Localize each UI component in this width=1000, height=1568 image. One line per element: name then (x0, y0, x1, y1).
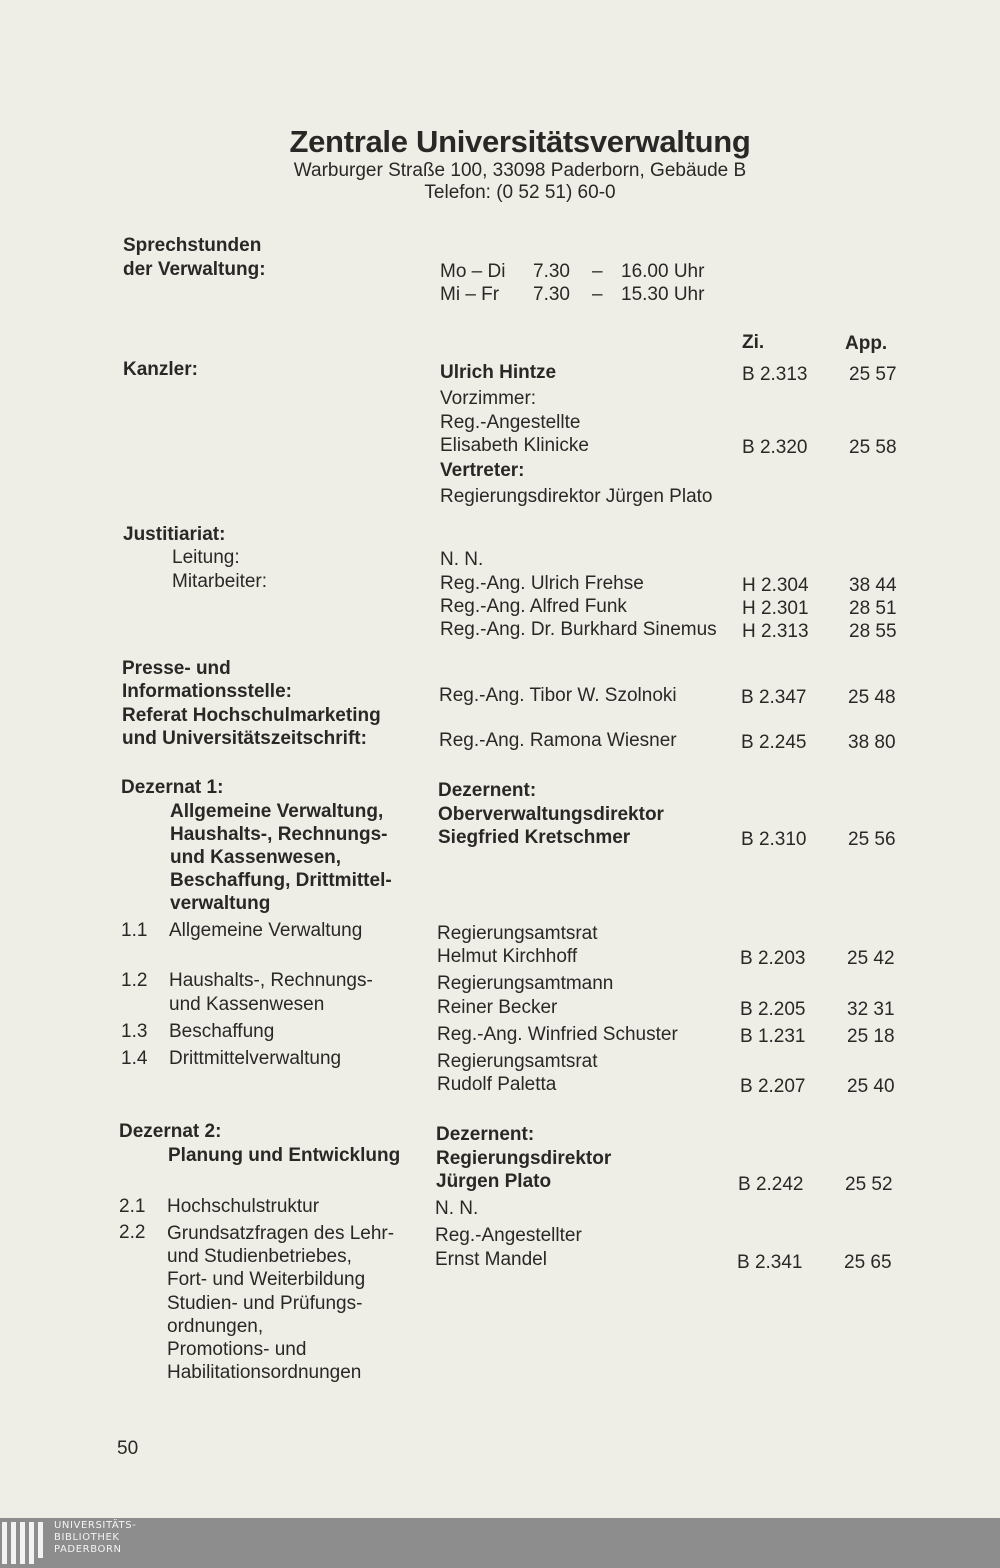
unit-room: B 2.203 (740, 948, 806, 969)
presse-staff-ext: 38 80 (848, 732, 896, 753)
unit-number: 2.2 (119, 1222, 146, 1243)
dezernat2-head-title: Regierungsdirektor (436, 1148, 612, 1169)
dezernat2-head-label: Dezernent: (436, 1124, 535, 1145)
unit-person: Reg.-Ang. Winfried Schuster (437, 1024, 678, 1045)
presse-label-1: Presse- und (122, 658, 231, 679)
presse-staff-name: Reg.-Ang. Ramona Wiesner (439, 730, 677, 751)
presse-staff-name: Reg.-Ang. Tibor W. Szolnoki (439, 685, 677, 706)
dezernat1-head-room: B 2.310 (741, 829, 807, 850)
unit-person: Regierungsamtsrat (437, 923, 598, 944)
kanzler-name: Ulrich Hintze (440, 362, 557, 383)
presse-label-4: und Universitätszeitschrift: (122, 728, 367, 749)
unit-number: 2.1 (119, 1196, 146, 1217)
library-logo-text (54, 1520, 136, 1556)
vorzimmer-room: B 2.320 (742, 437, 808, 458)
column-header-room: Zi. (742, 332, 765, 353)
unit-number: 1.4 (121, 1048, 148, 1069)
justitiariat-leitung-label: Leitung: (172, 547, 240, 568)
presse-staff-ext: 25 48 (848, 687, 896, 708)
justitiariat-label: Justitiariat: (123, 524, 226, 545)
unit-person: Helmut Kirchhoff (437, 946, 578, 967)
logo-line: PADERBORN (54, 1544, 122, 1555)
vorzimmer-name: Elisabeth Klinicke (440, 435, 589, 456)
unit-room: B 2.207 (740, 1076, 806, 1097)
justitiariat-staff-name: Reg.-Ang. Ulrich Frehse (440, 573, 644, 594)
justitiariat-staff-ext: 28 51 (849, 598, 897, 619)
column-header-ext: App. (845, 333, 888, 354)
kanzler-room: B 2.313 (742, 364, 808, 385)
dezernat2-label: Dezernat 2: (119, 1121, 222, 1142)
office-hours-from-1: 7.30 (533, 261, 570, 282)
dezernat1-head-name: Siegfried Kretschmer (438, 827, 631, 848)
unit-number: 1.3 (121, 1021, 148, 1042)
office-hours-from-2: 7.30 (533, 284, 570, 305)
unit-name: Habilitationsordnungen (167, 1362, 362, 1383)
unit-person: Ernst Mandel (435, 1249, 547, 1270)
logo-line: UNIVERSITÄTS- (54, 1520, 137, 1531)
unit-person: Rudolf Paletta (437, 1074, 557, 1095)
unit-name: Hochschulstruktur (167, 1196, 320, 1217)
vorzimmer-ext: 25 58 (849, 437, 897, 458)
unit-name: und Studienbetriebes, (167, 1246, 352, 1267)
unit-ext: 25 42 (847, 948, 895, 969)
office-hours-days-1: Mo – Di (440, 261, 506, 282)
kanzler-label: Kanzler: (123, 359, 198, 380)
unit-ext: 25 65 (844, 1252, 892, 1273)
office-hours-to-1: 16.00 Uhr (621, 261, 705, 282)
unit-person: N. N. (435, 1198, 479, 1219)
justitiariat-staff-ext: 38 44 (849, 575, 897, 596)
vorzimmer-role: Reg.-Angestellte (440, 412, 581, 433)
unit-name: Fort- und Weiterbildung (167, 1269, 366, 1290)
justitiariat-staff-room: H 2.301 (742, 598, 809, 619)
dezernat1-desc: und Kassenwesen, (170, 847, 342, 868)
office-hours-dash-1: – (592, 261, 603, 282)
unit-number: 1.1 (121, 920, 148, 941)
dezernat1-head-ext: 25 56 (848, 829, 896, 850)
unit-name: Promotions- und (167, 1339, 307, 1360)
page-title: Zentrale Universitätsverwaltung (289, 124, 751, 159)
unit-number: 1.2 (121, 970, 148, 991)
office-hours-dash-2: – (592, 284, 603, 305)
justitiariat-staff-name: Reg.-Ang. Dr. Burkhard Sinemus (440, 619, 717, 640)
dezernat1-desc: Beschaffung, Drittmittel- (170, 870, 392, 891)
unit-ext: 25 18 (847, 1026, 895, 1047)
dezernat1-desc: Allgemeine Verwaltung, (170, 801, 384, 822)
unit-room: B 2.341 (737, 1252, 803, 1273)
library-logo-icon (2, 1522, 48, 1564)
phone: Telefon: (0 52 51) 60-0 (424, 182, 616, 203)
address: Warburger Straße 100, 33098 Paderborn, Gebäude B (293, 160, 747, 181)
unit-room: B 2.205 (740, 999, 806, 1020)
unit-person: Reiner Becker (437, 997, 558, 1018)
dezernat2-desc: Planung und Entwicklung (168, 1145, 401, 1166)
office-hours-days-2: Mi – Fr (440, 284, 500, 305)
unit-person: Regierungsamtsrat (437, 1051, 598, 1072)
footer-bar (0, 1518, 1000, 1568)
dezernat1-label: Dezernat 1: (121, 777, 224, 798)
vertreter-label: Vertreter: (440, 460, 525, 481)
dezernat1-desc: verwaltung (170, 893, 271, 914)
unit-name: Haushalts-, Rechnungs- (169, 970, 373, 991)
presse-label-3: Referat Hochschulmarketing (122, 705, 381, 726)
office-hours-to-2: 15.30 Uhr (621, 284, 705, 305)
vorzimmer-label: Vorzimmer: (440, 388, 537, 409)
unit-name: Drittmittelverwaltung (169, 1048, 342, 1069)
unit-room: B 1.231 (740, 1026, 806, 1047)
unit-person: Reg.-Angestellter (435, 1225, 582, 1246)
justitiariat-staff-name: Reg.-Ang. Alfred Funk (440, 596, 627, 617)
dezernat1-head-label: Dezernent: (438, 780, 537, 801)
vertreter-name: Regierungsdirektor Jürgen Plato (440, 486, 713, 507)
page-number: 50 (117, 1438, 139, 1459)
presse-staff-room: B 2.347 (741, 687, 807, 708)
office-hours-label-1: Sprechstunden (123, 235, 262, 256)
unit-person: Regierungsamtmann (437, 973, 614, 994)
unit-name: ordnungen, (167, 1316, 264, 1337)
unit-name: Beschaffung (169, 1021, 275, 1042)
justitiariat-leitung-name: N. N. (440, 549, 484, 570)
unit-name: Studien- und Prüfungs- (167, 1293, 363, 1314)
presse-staff-room: B 2.245 (741, 732, 807, 753)
office-hours-label-2: der Verwaltung: (123, 259, 266, 280)
dezernat1-desc: Haushalts-, Rechnungs- (170, 824, 388, 845)
logo-line: BIBLIOTHEK (54, 1532, 120, 1543)
justitiariat-mitarbeiter-label: Mitarbeiter: (172, 571, 268, 592)
justitiariat-staff-ext: 28 55 (849, 621, 897, 642)
unit-name: Allgemeine Verwaltung (169, 920, 363, 941)
dezernat2-head-name: Jürgen Plato (436, 1171, 552, 1192)
unit-name: und Kassenwesen (169, 994, 325, 1015)
dezernat2-head-ext: 25 52 (845, 1174, 893, 1195)
justitiariat-staff-room: H 2.304 (742, 575, 809, 596)
unit-ext: 32 31 (847, 999, 895, 1020)
dezernat1-head-title: Oberverwaltungsdirektor (438, 804, 664, 825)
kanzler-ext: 25 57 (849, 364, 897, 385)
dezernat2-head-room: B 2.242 (738, 1174, 804, 1195)
justitiariat-staff-room: H 2.313 (742, 621, 809, 642)
unit-name: Grundsatzfragen des Lehr- (167, 1223, 395, 1244)
unit-ext: 25 40 (847, 1076, 895, 1097)
presse-label-2: Informationsstelle: (122, 681, 292, 702)
